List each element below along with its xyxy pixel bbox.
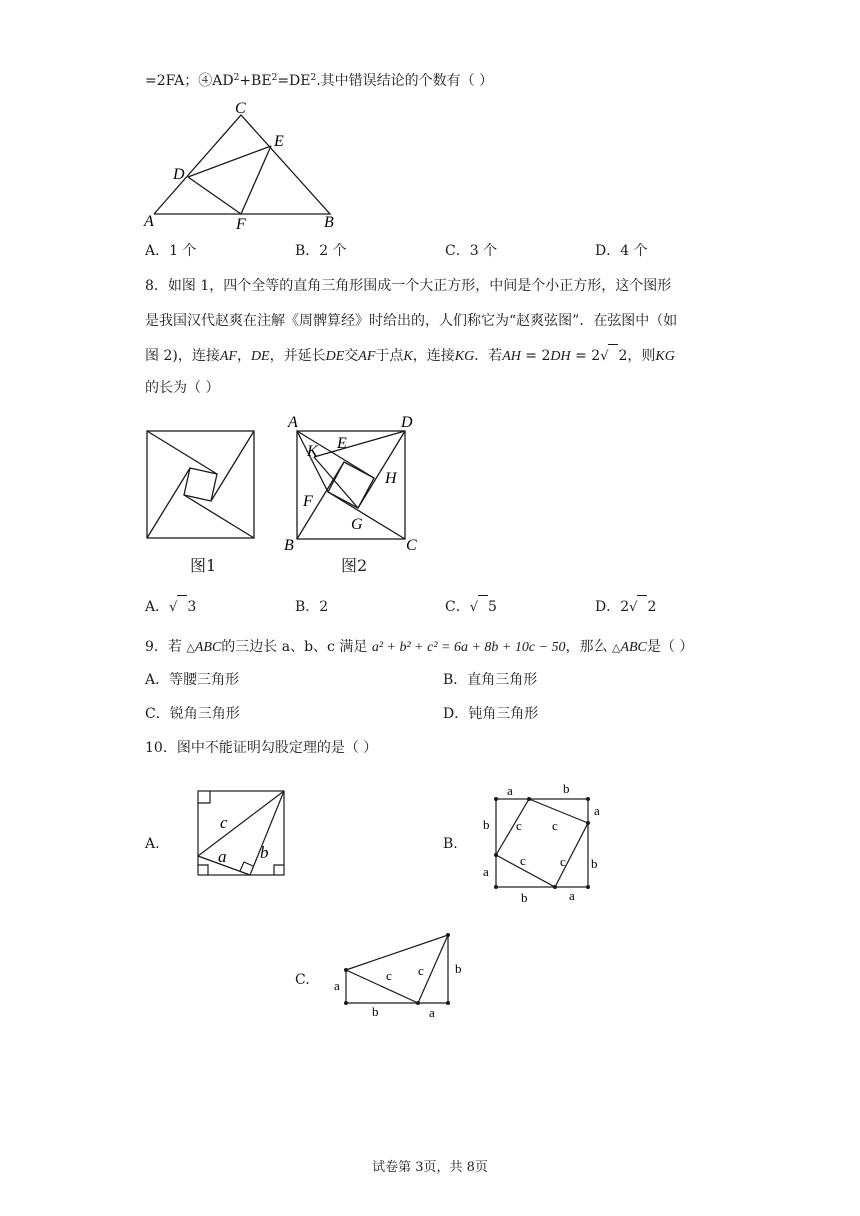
q7-label-e: E	[274, 133, 284, 150]
q8-fig2-label-e: E	[337, 435, 347, 452]
q9-option-c: C．锐角三角形	[145, 706, 240, 722]
q10-option-b-label: B.	[443, 836, 458, 852]
q7-label-a: A	[144, 213, 154, 230]
q10b-label-a-top: a	[507, 783, 513, 798]
q8-fig2-label-c: C	[406, 537, 417, 554]
q8-figure-2-caption: 图2	[341, 556, 368, 575]
q10a-label-c: c	[220, 813, 228, 832]
q7-option-a: A．1 个	[145, 243, 197, 259]
q10b-label-c-2: c	[552, 818, 558, 833]
q8-fig2-label-b: B	[284, 537, 294, 554]
q7-option-c: C．3 个	[445, 243, 498, 259]
q10b-label-b-left: b	[483, 817, 490, 832]
q8-figure-1	[140, 424, 265, 544]
q7-label-f: F	[236, 216, 246, 233]
q7-option-b: B．2 个	[295, 243, 347, 259]
q10-option-c-label: C.	[295, 972, 310, 988]
q8-line-2: 是我国汉代赵爽在注解《周髀算经》时给出的，人们称它为“赵爽弦图”．在弦图中（如	[145, 313, 678, 329]
q7-label-b: B	[324, 214, 334, 231]
q8-line-3: 图 2)，连接AF，DE，并延长DE交AF于点K，连接KG．若AH = 2DH = 2√ 2，则KG	[145, 348, 675, 364]
q8-fig2-label-f: F	[303, 493, 313, 510]
q8-figure-1-caption: 图1	[190, 556, 217, 575]
q9-option-b: B．直角三角形	[443, 672, 538, 688]
q10-figure-c	[326, 925, 471, 1020]
q7-tail-line: =2FA；$④AD^2+BE^2=DE^2$.其中错误结论的个数有（ ）	[145, 73, 494, 89]
q8-line-4: 的长为（ ）	[145, 380, 220, 396]
q10c-label-a-bottom: a	[429, 1005, 435, 1020]
q10b-label-a-bottom: a	[569, 888, 575, 903]
q8-option-d: D．2√ 2	[595, 599, 657, 615]
q8-fig2-label-k: K	[307, 443, 318, 460]
q8-fig2-label-a: A	[288, 414, 298, 431]
q10c-label-a-left: a	[334, 978, 340, 993]
q7-triangle-figure	[140, 98, 350, 233]
q10a-label-a: a	[218, 847, 227, 866]
q10b-label-b-bottom: b	[521, 890, 528, 905]
q10c-label-c-1: c	[386, 968, 392, 983]
q10c-label-c-2: c	[418, 963, 424, 978]
q8-fig2-label-h: H	[385, 470, 397, 487]
q9-option-a: A．等腰三角形	[145, 672, 240, 688]
q10c-label-b-right: b	[455, 961, 462, 976]
q8-option-c: C．√ 5	[445, 599, 497, 615]
q8-option-a: A．√ 3	[145, 599, 197, 615]
q7-label-d: D	[173, 166, 185, 183]
q10b-label-a-left: a	[483, 864, 489, 879]
q10-question: 10．图中不能证明勾股定理的是（ ）	[145, 740, 378, 756]
q10b-label-c-1: c	[516, 818, 522, 833]
q8-line-1: 8．如图 1，四个全等的直角三角形围成一个大正方形，中间是个小正方形，这个图形	[145, 278, 672, 294]
q10b-label-c-3: c	[520, 853, 526, 868]
q10b-label-b-top: b	[563, 781, 570, 796]
q10a-label-b: b	[260, 843, 269, 862]
q8-fig2-label-g: G	[351, 516, 363, 533]
q10b-label-a-right: a	[594, 803, 600, 818]
q10c-label-b-bottom: b	[372, 1004, 379, 1019]
q8-option-b: B．2	[295, 599, 329, 615]
q7-label-c: C	[235, 100, 246, 117]
q10-figure-a	[190, 785, 290, 880]
page-footer: 试卷第 3页，共 8页	[372, 1160, 488, 1175]
q8-figure-2	[282, 410, 422, 555]
q10-option-a-label: A.	[145, 836, 160, 852]
q8-fig2-label-d: D	[401, 414, 413, 431]
q7-option-d: D．4 个	[595, 243, 648, 259]
q9-question: 9．若 △ABC的三边长 a、b、c 满足 a² + b² + c² = 6a + 8b + 10c − 50，那么 △ABC是（ ）	[145, 639, 694, 655]
q10b-label-b-right: b	[591, 856, 598, 871]
q9-option-d: D．钝角三角形	[443, 706, 539, 722]
q10b-label-c-4: c	[560, 854, 566, 869]
q10-figure-b	[478, 780, 608, 910]
